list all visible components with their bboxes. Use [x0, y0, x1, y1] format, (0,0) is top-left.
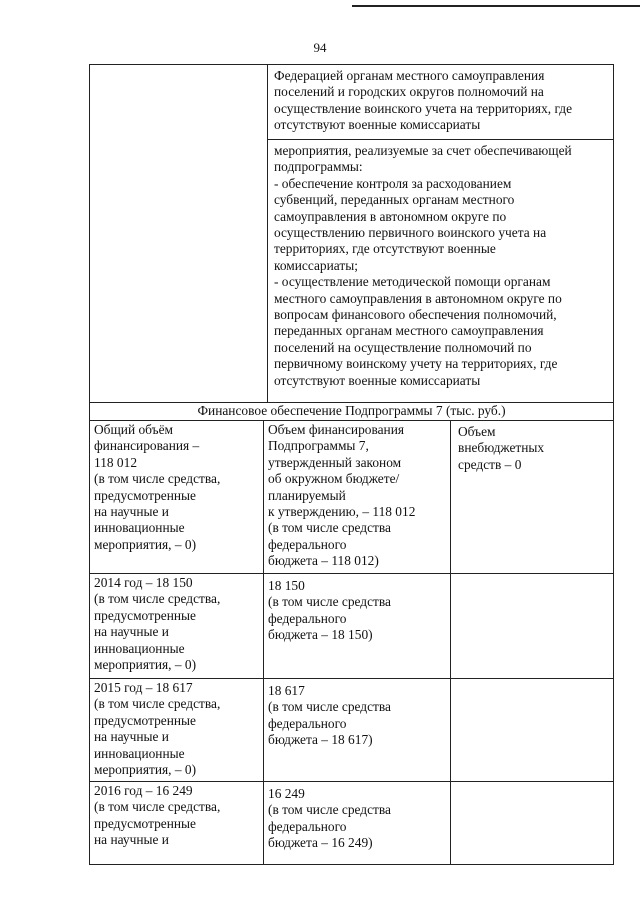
cell-year-2016-federal: 16 249 (в том числе средства федерального бюджета – 16 249) — [268, 786, 391, 851]
column-divider — [450, 420, 451, 864]
cell-extrabudget: Объем внебюджетных средств – 0 — [458, 424, 545, 472]
cell-year-2014-federal: 18 150 (в том числе средства федерального бюджета – 18 150) — [268, 578, 391, 643]
cell-year-2014: 2014 год – 18 150 (в том числе средства, предусмотренные на научные и инновационные мероприятия, – 0) — [94, 575, 221, 673]
page-number: 94 — [313, 40, 327, 55]
top-cell-text: мероприятия, реализуемые за счет обеспечивающей подпрограммы: - обеспечение контроля за расходованием субвенций, переданных органам местного самоуправления в автономном округе по осуществлению первичного воинского учета на территориях, где отсутствуют военные комиссариаты; - осуществление методической помощи органам местного самоуправления в автономном округе по вопросам финансового обеспечения полномочий, переданных органам местного самоуправления поселений на осуществление полномочий по первичному воинскому учету на территориях, где отсутствуют военные комиссариаты — [274, 143, 572, 388]
column-divider — [263, 420, 264, 864]
row-divider — [267, 139, 614, 140]
financing-header: Финансовое обеспечение Подпрограммы 7 (тыс. руб.) — [197, 403, 506, 418]
top-rule — [352, 5, 640, 7]
column-divider — [267, 64, 268, 402]
table-bottom-border — [89, 864, 614, 865]
cell-year-2015-federal: 18 617 (в том числе средства федерального бюджета – 18 617) — [268, 683, 391, 748]
table-top-border — [89, 64, 614, 65]
top-cell-text: Федерацией органам местного самоуправления поселений и городских округов полномочий на осуществление воинского учета на территориях, где отсутствуют военные комиссариаты — [274, 68, 573, 133]
cell-year-2016: 2016 год – 16 249 (в том числе средства, предусмотренные на научные и — [94, 783, 221, 848]
row-divider — [89, 573, 614, 574]
table-left-border — [89, 64, 90, 864]
row-divider — [89, 781, 614, 782]
cell-approved-financing: Объем финансирования Подпрограммы 7, утвержденный законом об окружном бюджете/ планируемый к утверждению, – 118 012 (в том числе средства федерального бюджета – 118 012) — [268, 422, 416, 569]
cell-total-financing: Общий объём финансирования – 118 012 (в том числе средства, предусмотренные на научные и инновационные мероприятия, – 0) — [94, 422, 221, 552]
row-divider — [89, 678, 614, 679]
cell-year-2015: 2015 год – 18 617 (в том числе средства, предусмотренные на научные и инновационные мероприятия, – 0) — [94, 680, 221, 778]
row-divider — [89, 420, 614, 421]
table-right-border — [613, 64, 614, 864]
